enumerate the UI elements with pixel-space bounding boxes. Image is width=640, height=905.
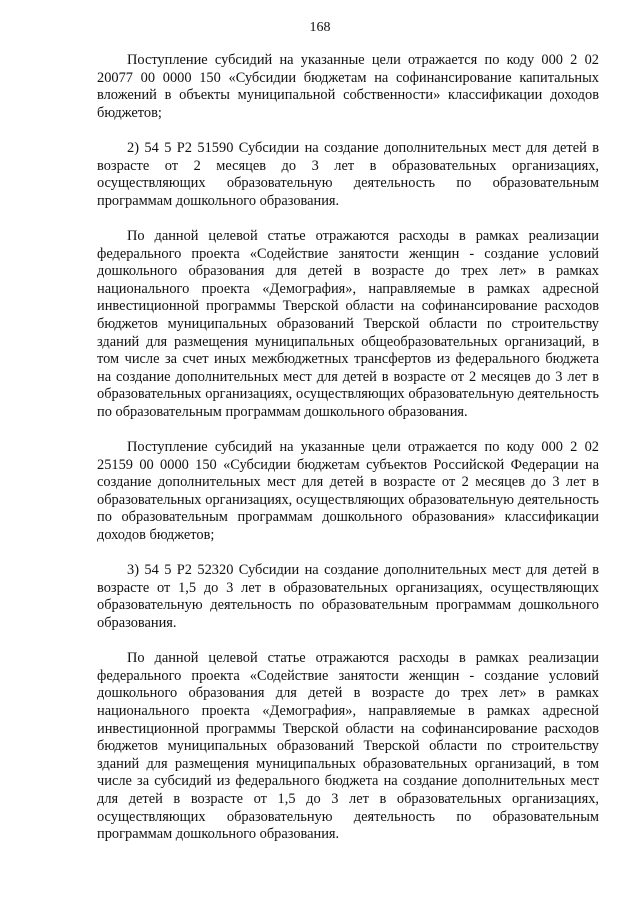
document-body <box>97 52 599 844</box>
paragraph-item-3-description: По данной целевой статье отражаются расходы в рамках реализации федерального проекта «Содействие занятости женщин - создание условий дошкольного образования для детей в возрасте до трех лет» в рамках национального проекта «Демография», направляемые в рамках адресной инвестиционной программы Тверской области на софинансирование расходов бюджетов муниципальных образований Тверской области по строительству зданий для размещения муниципальных образовательных организаций, в том числе за субсидий из федерального бюджета на создание дополнительных мест для детей в возрасте от 1,5 до 3 лет в образовательных организациях, осуществляющих образовательную деятельность по образовательным программам дошкольного образования. <box>97 650 599 843</box>
paragraph-income-code-20077: Поступление субсидий на указанные цели отражается по коду 000 2 02 20077 00 0000 150 «Субсидии бюджетам на софинансирование капитальных вложений в объекты муниципальной собственности» классификации доходов бюджетов; <box>97 52 599 121</box>
paragraph-item-2-heading: 2) 54 5 Р2 51590 Субсидии на создание дополнительных мест для детей в возрасте от 2 месяцев до 3 лет в образовательных организациях, осуществляющих образовательную деятельность по образовательным программам дошкольного образования. <box>97 139 599 209</box>
paragraph-item-2-description: По данной целевой статье отражаются расходы в рамках реализации федерального проекта «Содействие занятости женщин - создание условий дошкольного образования для детей в возрасте до трех лет» в рамках национального проекта «Демография», направляемые в рамках адресной инвестиционной программы Тверской области на софинансирование расходов бюджетов муниципальных образований Тверской области по строительству зданий для размещения муниципальных общеобразовательных организаций, в том числе за счет иных межбюджетных трансфертов из федерального бюджета на создание дополнительных мест для детей в возрасте от 2 месяцев до 3 лет в образовательных организациях, осуществляющих образовательную деятельность по образовательным программам дошкольного образования. <box>97 227 599 420</box>
paragraph-income-code-25159: Поступление субсидий на указанные цели отражается по коду 000 2 02 25159 00 0000 150 «Субсидии бюджетам субъектов Российской Федерации на создание дополнительных мест для детей в возрасте от 2 месяцев до 3 лет в образовательных организациях, осуществляющих образовательную деятельность по образовательным программам дошкольного образования» классификации доходов бюджетов; <box>97 439 599 544</box>
paragraph-item-3-heading: 3) 54 5 Р2 52320 Субсидии на создание дополнительных мест для детей в возрасте от 1,5 до 3 лет в образовательных организациях, осуществляющих образовательную деятельность по образовательным программам дошкольного образования. <box>97 562 599 631</box>
page-number: 168 <box>309 20 331 35</box>
